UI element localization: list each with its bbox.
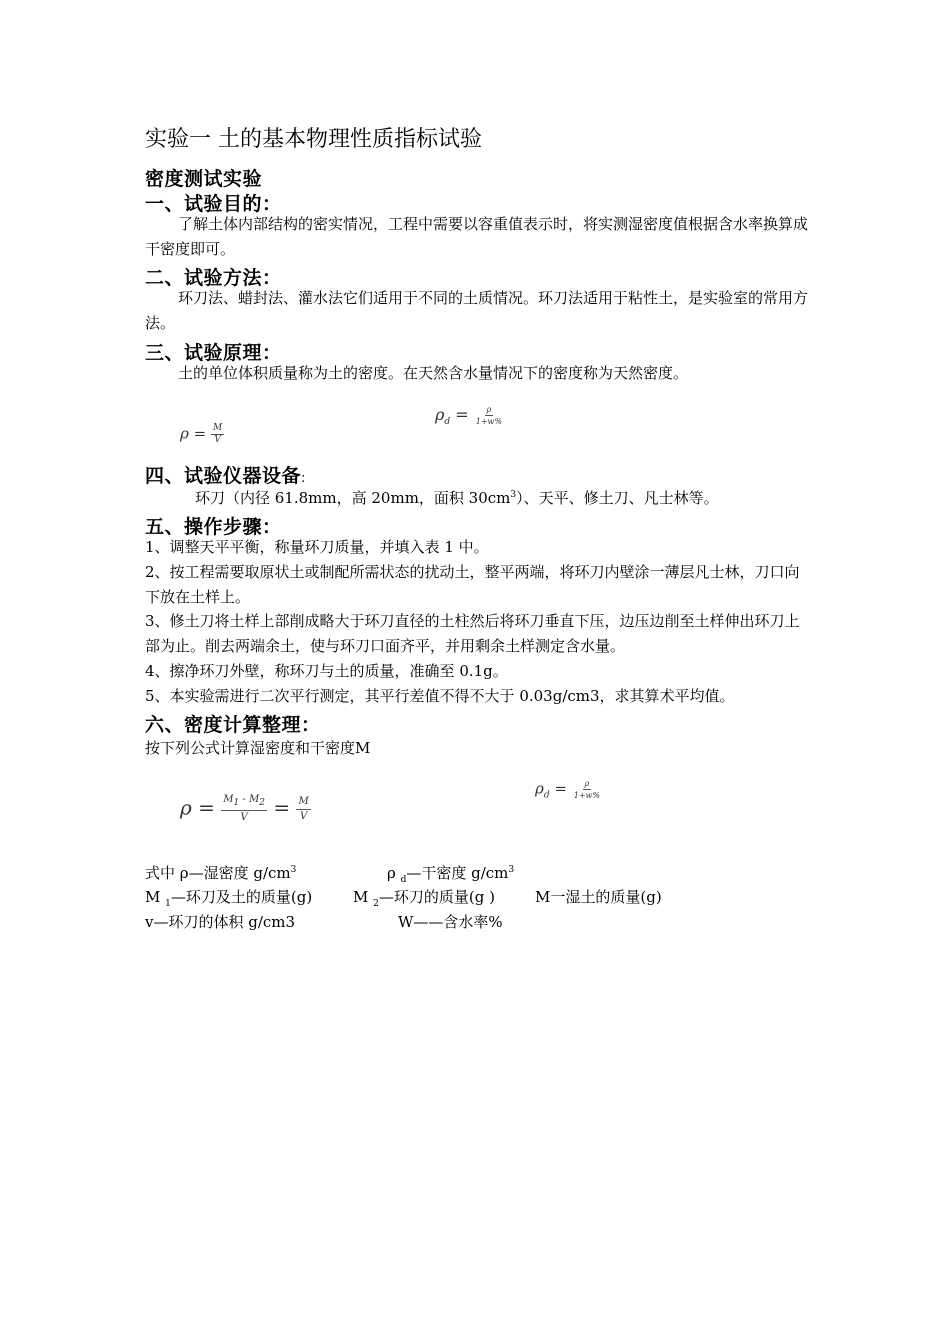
legend-m1-symbol: M bbox=[145, 888, 166, 906]
formula-equals: = bbox=[198, 795, 215, 820]
density-formula bbox=[180, 423, 224, 446]
legend-dry-density-sup: 3 bbox=[508, 865, 515, 875]
legend-dry-density bbox=[387, 862, 514, 885]
legend-v: v—环刀的体积 g/cm3 bbox=[145, 913, 296, 931]
equipment-text-b: ）、天平、修土刀、凡士林等。 bbox=[516, 489, 719, 507]
wet-density-formula bbox=[180, 793, 311, 825]
formula-subscript-d: d bbox=[543, 790, 550, 801]
step-1: 1、调整天平平衡，称量环刀质量，并填入表 1 中。 bbox=[145, 538, 489, 556]
legend-m: M一湿土的质量(g) bbox=[535, 888, 662, 906]
formula-denominator: V bbox=[299, 810, 308, 822]
formula-equals: = bbox=[193, 424, 207, 443]
legend-wet-density-text: 式中 ρ—湿密度 g/cm bbox=[145, 864, 291, 882]
calc-intro: 按下列公式计算湿密度和干密度M bbox=[145, 739, 371, 757]
equipment-heading-text: 四、试验仪器设备 bbox=[145, 465, 302, 487]
purpose-text: 了解土体内部结构的密实情况，工程中需要以容重值表示时，将实测湿密度值根据含水率换算成干密度即可。 bbox=[145, 215, 809, 258]
legend-m1-text: —环刀及土的质量(g) bbox=[170, 888, 313, 906]
formula-m2: M bbox=[249, 794, 260, 805]
legend-m2-symbol: M bbox=[353, 888, 374, 906]
steps-heading: 五、操作步骤： bbox=[145, 516, 282, 538]
formula-numerator: M bbox=[296, 795, 310, 810]
section-heading: 密度测试实验 bbox=[145, 168, 263, 190]
formula-numerator bbox=[221, 793, 267, 811]
formula-subscript-d: d bbox=[444, 417, 451, 428]
equipment-heading bbox=[145, 461, 306, 488]
step-5: 5、本实验需进行二次平行测定，其平行差值不得不大于 0.03g/cm3，求其算术平均值。 bbox=[145, 687, 735, 705]
purpose-heading: 一、试验目的： bbox=[145, 193, 282, 215]
principle-text: 土的单位体积质量称为土的密度。在天然含水量情况下的密度称为天然密度。 bbox=[178, 364, 689, 382]
formula-m2-sub: 2 bbox=[259, 798, 265, 808]
legend-wet-density-sup: 3 bbox=[290, 865, 297, 875]
formula-rho-d: ρ bbox=[535, 779, 544, 798]
formula-fraction bbox=[211, 423, 224, 446]
equipment-text-a: 环刀（内径 61.8mm，高 20mm，面积 30cm bbox=[195, 489, 511, 507]
formula-m1: M bbox=[223, 794, 234, 805]
formula-denominator: V bbox=[214, 435, 221, 445]
formula-m1-sub: 1 bbox=[233, 798, 240, 808]
legend-m2 bbox=[353, 886, 495, 909]
formula-rho-d: ρ bbox=[435, 405, 445, 424]
formula-equals: = bbox=[554, 779, 567, 798]
legend-dry-density-symbol: ρ bbox=[387, 864, 401, 882]
step-2: 2、按工程需要取原状土或制配所需状态的扰动土，整平两端，将环刀内壁涂一薄层凡士林，刀口向下放在土样上。 bbox=[145, 563, 800, 606]
formula-denominator: 1+w% bbox=[475, 417, 503, 426]
formula-denominator: 1+w% bbox=[573, 791, 600, 800]
formula-numerator: ρ bbox=[486, 405, 492, 414]
legend-dry-density-text: —干密度 g/cm bbox=[406, 864, 509, 882]
dry-density-formula bbox=[435, 404, 504, 427]
calc-heading: 六、密度计算整理： bbox=[145, 714, 321, 736]
formula-denominator: V bbox=[240, 812, 248, 823]
step-3: 3、修土刀将土样上部削成略大于环刀直径的土柱然后将环刀垂直下压，边压边削至土样伸出环刀上部为止。削去两端余土，使与环刀口面齐平，并用剩余土样测定含水量。 bbox=[145, 612, 800, 655]
legend-wet-density bbox=[145, 862, 296, 883]
formula-numerator: M bbox=[212, 423, 223, 433]
equipment-text bbox=[195, 487, 719, 508]
formula-minus: - bbox=[242, 794, 246, 805]
formula-equals-2: = bbox=[273, 795, 291, 820]
legend-m2-text: —环刀的质量(g ) bbox=[378, 888, 495, 906]
formula-fraction-1 bbox=[221, 793, 267, 825]
legend-m1 bbox=[145, 886, 312, 909]
document-title: 实验一 土的基本物理性质指标试验 bbox=[145, 127, 482, 152]
equipment-heading-colon: : bbox=[301, 471, 306, 486]
formula-fraction-2 bbox=[296, 795, 310, 824]
method-heading: 二、试验方法： bbox=[145, 267, 282, 289]
formula-fraction bbox=[572, 778, 602, 801]
equipment-text-sup: 3 bbox=[510, 490, 517, 500]
formula-rho: ρ bbox=[180, 795, 192, 820]
legend-m1-sub: 1 bbox=[165, 899, 171, 909]
dry-density-formula-2 bbox=[535, 778, 602, 801]
legend-dry-density-sub: d bbox=[400, 875, 407, 885]
formula-numerator: ρ bbox=[584, 779, 590, 788]
legend-w: W——含水率% bbox=[398, 913, 503, 931]
formula-rho: ρ bbox=[180, 424, 189, 443]
formula-fraction bbox=[474, 404, 504, 427]
step-4: 4、擦净环刀外壁，称环刀与土的质量，准确至 0.1g。 bbox=[145, 662, 508, 680]
formula-equals: = bbox=[455, 405, 469, 424]
method-text: 环刀法、蜡封法、灌水法它们适用于不同的土质情况。环刀法适用于粘性土，是实验室的常用方法。 bbox=[145, 289, 809, 332]
legend-m2-sub: 2 bbox=[373, 899, 379, 909]
principle-heading: 三、试验原理： bbox=[145, 342, 282, 364]
